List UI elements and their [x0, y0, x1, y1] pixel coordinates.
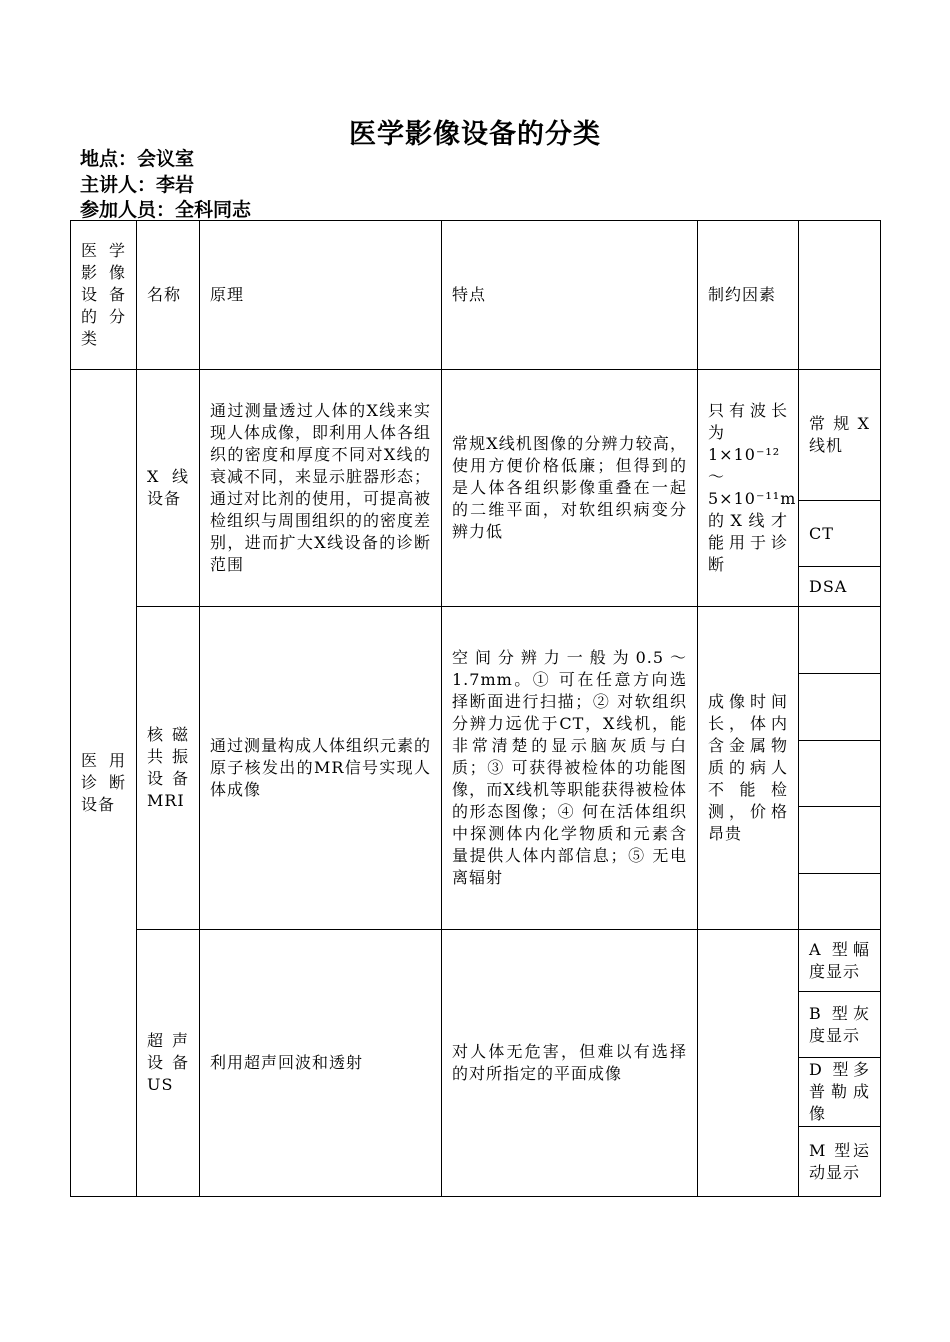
table-row: [71, 930, 881, 992]
classification-table: [70, 220, 881, 1197]
subtype-cell: M 型运动显示: [799, 1127, 881, 1197]
table-row: [71, 607, 881, 674]
device-constraint: [698, 930, 799, 1197]
subtype-cell: [799, 874, 881, 930]
device-principle: 利用超声回波和透射: [200, 930, 442, 1197]
subtype-cell: [799, 741, 881, 807]
subtype-cell: A 型幅度显示: [799, 930, 881, 992]
meeting-location: 地点：会议室: [80, 148, 195, 170]
subtype-cell: CT: [799, 501, 881, 567]
header-name: 名称: [137, 221, 200, 370]
device-feature: 空间分辨力一般为0.5～1.7mm。① 可在任意方向选择断面进行扫描；② 对软组织分辨力远优于CT，X线机，能非常清楚的显示脑灰质与白质；③ 可获得被检体的功能图像，而X线机等职能获得被检体的形态图像；④ 何在活体组织中探测体内化学物质和元素含量提供人体内部信息；⑤ 无电离辐射: [442, 607, 698, 930]
device-name: X 线设备: [137, 370, 200, 607]
device-name: 核磁共振设备MRI: [137, 607, 200, 930]
subtype-cell: 常规X线机: [799, 370, 881, 501]
page-title: 医学影像设备的分类: [349, 119, 601, 150]
header-subtype-empty: [799, 221, 881, 370]
subtype-cell: D 型多普勒成像: [799, 1058, 881, 1127]
header-constraint: 制约因素: [698, 221, 799, 370]
device-constraint: 成像时间长，体内含金属物质的病人不能检测，价格昂贵: [698, 607, 799, 930]
subtype-cell: B 型灰度显示: [799, 992, 881, 1058]
device-constraint: 只有波长为 1×10⁻¹²～5×10⁻¹¹m的X线才能用于诊断: [698, 370, 799, 607]
device-name: 超声设备US: [137, 930, 200, 1197]
group-label: 医用诊断设备: [71, 370, 137, 1197]
device-principle: 通过测量构成人体组织元素的原子核发出的MR信号实现人体成像: [200, 607, 442, 930]
subtype-cell: [799, 807, 881, 874]
table-row: [71, 370, 881, 501]
subtype-cell: DSA: [799, 567, 881, 607]
device-feature: 对人体无危害，但难以有选择的对所指定的平面成像: [442, 930, 698, 1197]
subtype-cell: [799, 607, 881, 674]
meeting-attendees: 参加人员：全科同志: [80, 199, 252, 221]
device-principle: 通过测量透过人体的X线来实现人体成像，即利用人体各组织的密度和厚度不同对X线的衰减不同，来显示脏器形态；通过对比剂的使用，可提高被检组织与周围组织的的密度差别，进而扩大X线设备的诊断范围: [200, 370, 442, 607]
header-principle: 原理: [200, 221, 442, 370]
header-category: 医学影像设备的分类: [71, 221, 137, 370]
device-feature: 常规X线机图像的分辨力较高，使用方便价格低廉；但得到的是人体各组织影像重叠在一起的二维平面，对软组织病变分辨力低: [442, 370, 698, 607]
header-feature: 特点: [442, 221, 698, 370]
meeting-speaker: 主讲人：李岩: [80, 174, 195, 196]
table-header-row: [71, 221, 881, 370]
subtype-cell: [799, 674, 881, 741]
